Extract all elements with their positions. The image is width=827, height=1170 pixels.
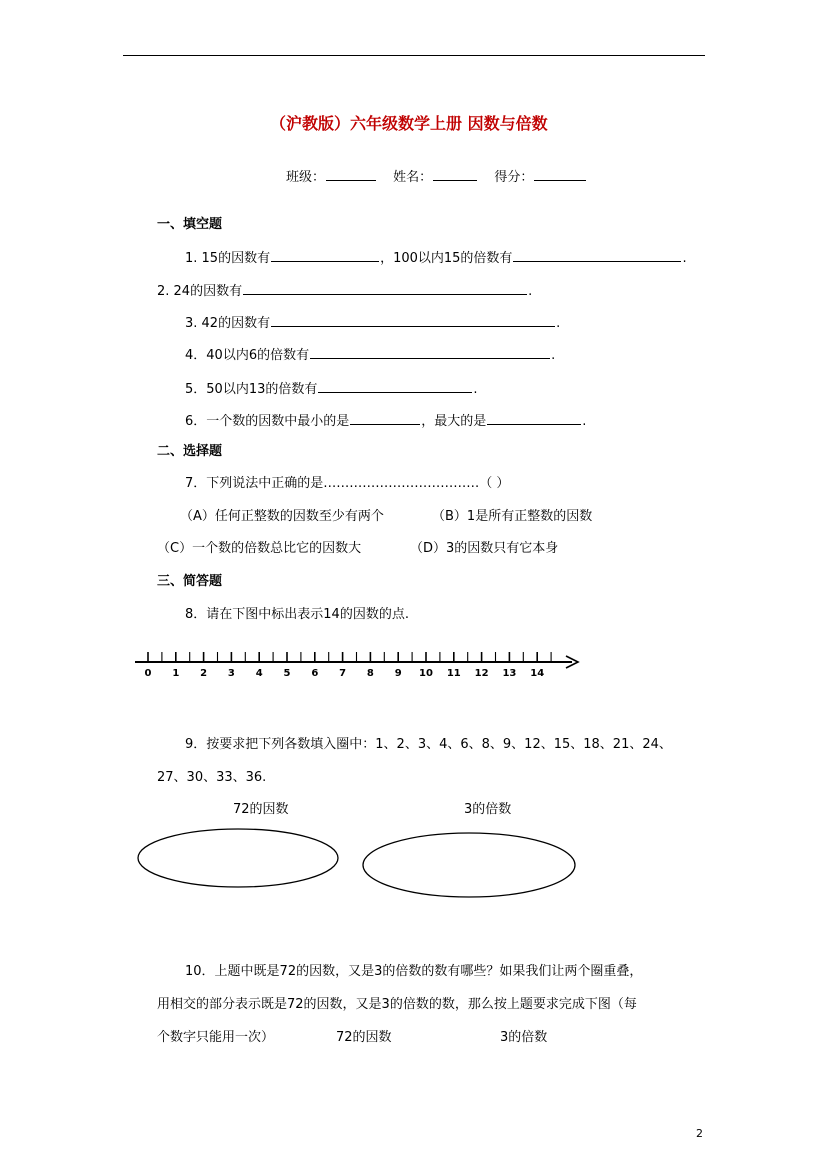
name-label: 姓名： — [393, 170, 433, 185]
section-fill-blank: 一、填空题 — [157, 217, 223, 232]
option-c[interactable]: （C）一个数的倍数总比它的因数大 — [157, 541, 362, 556]
q5-end: . — [473, 382, 478, 397]
tick-label-6[interactable]: 6 — [311, 668, 319, 679]
score-label: 得分： — [494, 170, 534, 185]
question-9-line-1: 9．按要求把下列各数填入圈中：1、2、3、4、6、8、9、12、15、18、21、24、 — [185, 737, 672, 752]
question-10-line-2: 用相交的部分表示既是72的因数，又是3的倍数的数，那么按上题要求完成下图（每 — [157, 997, 637, 1012]
circle-label-multiples-3: 3的倍数 — [464, 802, 512, 817]
tick-label-12[interactable]: 12 — [474, 668, 489, 679]
q1-text-a: 1. 15的因数有 — [185, 251, 271, 266]
q5-text: 5．50以内13的倍数有 — [185, 382, 318, 397]
q2-end: . — [528, 284, 533, 299]
question-9-line-2: 27、30、33、36. — [157, 770, 267, 785]
tick-label-7[interactable]: 7 — [339, 668, 347, 679]
tick-label-11[interactable]: 11 — [446, 668, 461, 679]
page-number: 2 — [696, 1127, 703, 1140]
venn-label-factors-72: 72的因数 — [336, 1030, 392, 1045]
factors-of-72-circle[interactable] — [138, 829, 338, 887]
tick-label-10[interactable]: 10 — [419, 668, 433, 679]
tick-label-2[interactable]: 2 — [200, 668, 208, 679]
tick-label-0[interactable]: 0 — [144, 668, 152, 679]
q4-text: 4．40以内6的倍数有 — [185, 348, 310, 363]
circle-label-factors-72: 72的因数 — [233, 802, 289, 817]
question-10-line-3: 个数字只能用一次） — [157, 1030, 275, 1045]
option-d[interactable]: （D）3的因数只有它本身 — [410, 541, 559, 556]
q6-end: . — [582, 414, 587, 429]
q3-end: . — [556, 316, 561, 331]
question-10-line-1: 10．上题中既是72的因数，又是3的倍数的数有哪些？如果我们让两个圈重叠， — [185, 964, 643, 979]
page-title: （沪教版）六年级数学上册 因数与倍数 — [270, 114, 548, 133]
number-line[interactable] — [135, 652, 578, 679]
q6-text-b: ，最大的是 — [421, 414, 487, 429]
option-b[interactable]: （B）1是所有正整数的因数 — [432, 509, 593, 524]
tick-label-8[interactable]: 8 — [366, 668, 374, 679]
q3-text: 3. 42的因数有 — [185, 316, 271, 331]
tick-label-9[interactable]: 9 — [394, 668, 402, 679]
q2-text: 2. 24的因数有 — [157, 284, 243, 299]
question-7-stem: 7．下列说法中正确的是………………………………（ ） — [185, 476, 510, 491]
q1-text-b: ，100以内15的倍数有 — [380, 251, 513, 266]
tick-label-3[interactable]: 3 — [227, 668, 235, 679]
section-multiple-choice: 二、选择题 — [157, 444, 223, 459]
question-8-stem: 8．请在下图中标出表示14的因数的点. — [185, 607, 409, 622]
section-short-answer: 三、简答题 — [157, 574, 223, 589]
tick-label-5[interactable]: 5 — [283, 668, 291, 679]
tick-label-14[interactable]: 14 — [530, 668, 545, 679]
q6-text-a: 6．一个数的因数中最小的是 — [185, 414, 350, 429]
class-label: 班级： — [286, 170, 326, 185]
venn-label-multiples-3: 3的倍数 — [500, 1030, 548, 1045]
tick-label-13[interactable]: 13 — [502, 668, 517, 679]
option-a[interactable]: （A）任何正整数的因数至少有两个 — [180, 509, 384, 524]
q4-end: . — [551, 348, 556, 363]
multiples-of-3-circle[interactable] — [363, 833, 575, 897]
q1-end: . — [682, 251, 687, 266]
tick-label-4[interactable]: 4 — [255, 668, 263, 679]
tick-label-1[interactable]: 1 — [172, 668, 180, 679]
